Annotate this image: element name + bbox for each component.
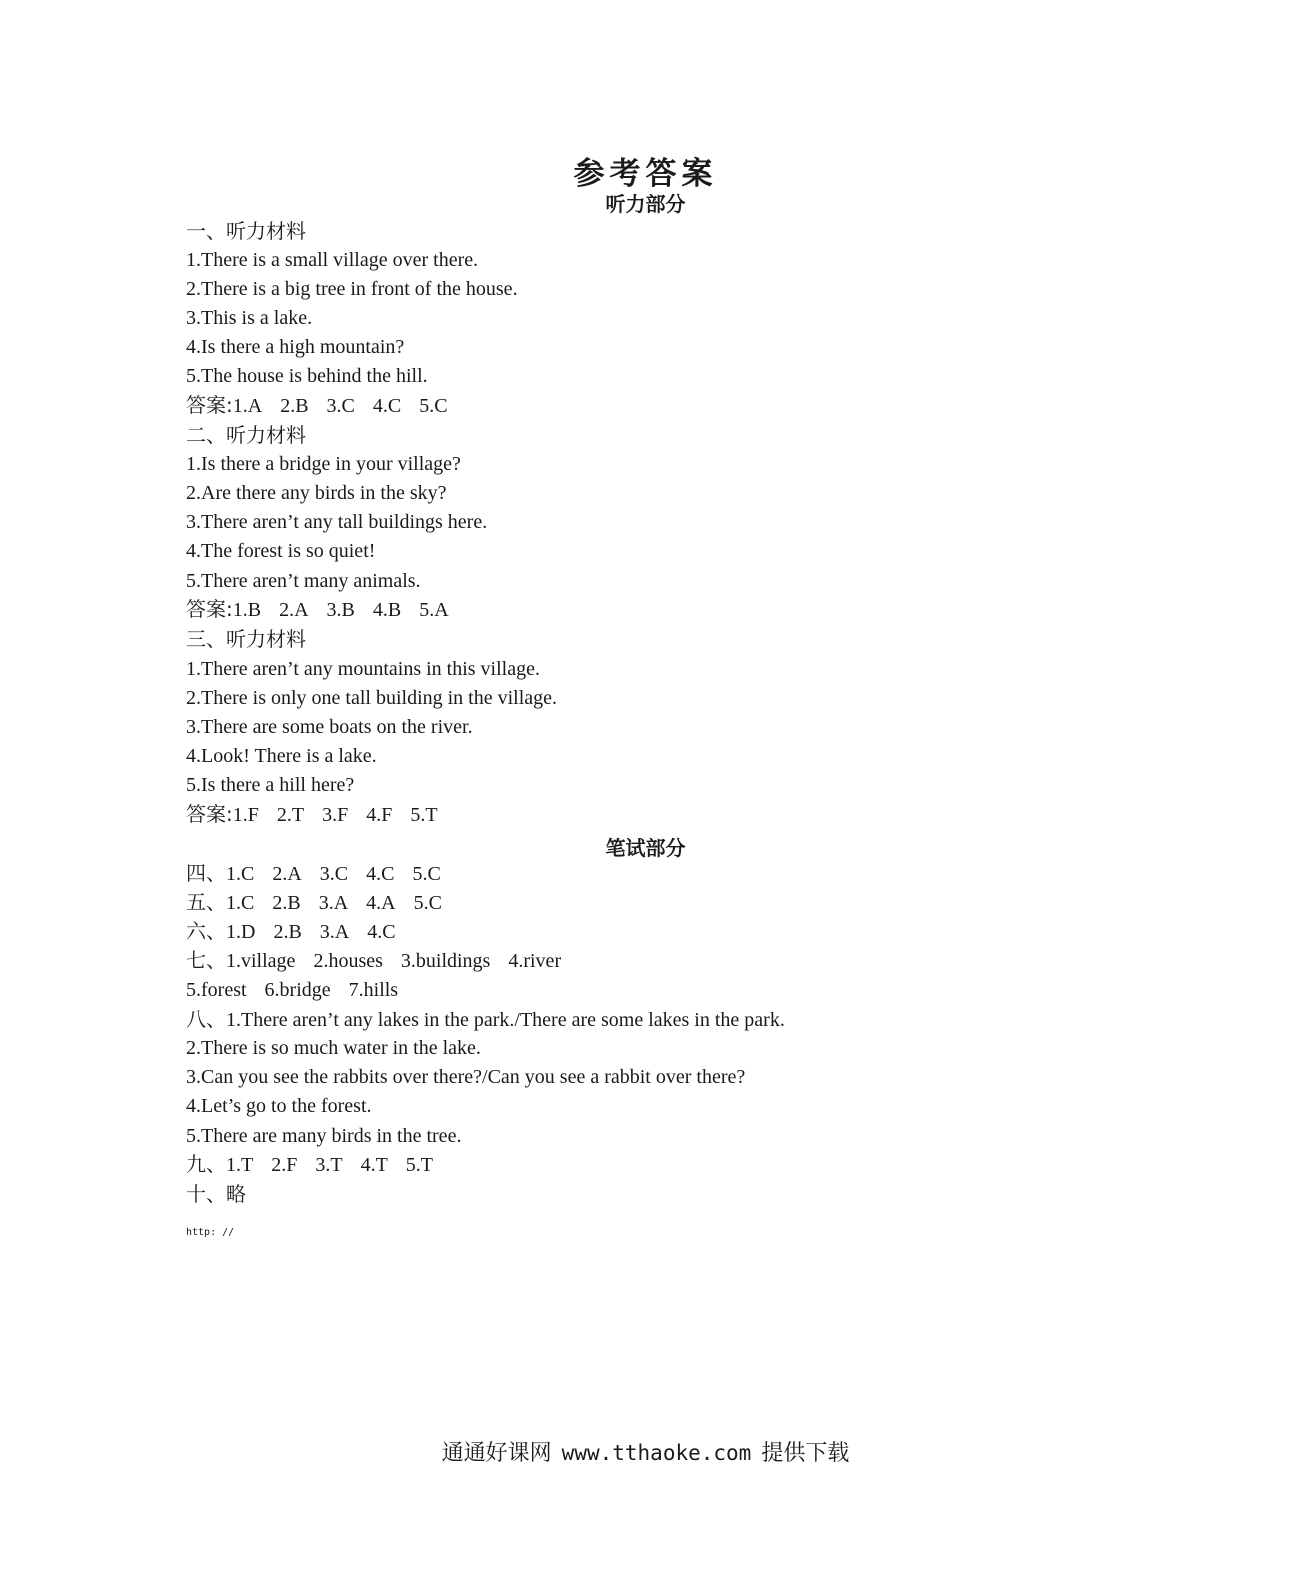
section10 — [186, 1182, 246, 1206]
section1-heading: 一、听力材料 — [186, 219, 306, 243]
answer-item: 3.A — [319, 921, 350, 943]
answer-item: 2.B — [280, 395, 309, 417]
section2-line: 5.There aren’t many animals. — [186, 570, 421, 592]
section2-line: 4.The forest is so quiet! — [186, 540, 376, 562]
answer-item: 7.hills — [348, 979, 399, 1001]
section10-text: 略 — [226, 1182, 246, 1206]
answer-item: 3.T — [315, 1154, 343, 1176]
answer-item: 3.buildings — [400, 950, 491, 972]
section5-answers — [186, 890, 460, 915]
answer-label: 答案: — [186, 597, 233, 621]
answer-item: 5.C — [413, 892, 442, 914]
answer-item: 1.village — [226, 950, 296, 972]
answer-item: 4.river — [508, 950, 562, 972]
answer-item: 4.F — [366, 804, 393, 826]
answer-item: 4.A — [366, 892, 396, 914]
answer-item: 1.C — [226, 863, 255, 885]
answer-item: 5.C — [419, 395, 448, 417]
section1-line: 4.Is there a high mountain? — [186, 336, 405, 358]
section8-line: 2.There is so much water in the lake. — [186, 1037, 481, 1059]
page-title: 参考答案 — [573, 156, 718, 192]
answer-item: 2.B — [272, 892, 301, 914]
answer-item: 4.C — [367, 921, 396, 943]
answer-item: 2.A — [272, 863, 302, 885]
answer-item: 3.B — [326, 599, 355, 621]
listening-heading: 听力部分 — [605, 192, 686, 216]
writing-heading: 笔试部分 — [605, 836, 686, 860]
footer-suffix: 提供下载 — [761, 1441, 850, 1466]
section-label: 十、 — [186, 1182, 226, 1206]
answer-item: 1.B — [232, 599, 262, 621]
footer-url[interactable]: www.tthaoke.com — [561, 1441, 752, 1465]
answer-item: 1.C — [226, 892, 255, 914]
section6-answers — [186, 919, 414, 944]
answer-item: 5.T — [405, 1154, 433, 1176]
answer-item: 4.C — [366, 863, 395, 885]
answer-item: 5.forest — [186, 979, 247, 1001]
answer-item: 3.C — [319, 863, 349, 885]
section1-line: 5.The house is behind the hill. — [186, 365, 428, 387]
answer-item: 1.F — [232, 804, 259, 826]
section-label: 八、 — [186, 1007, 226, 1031]
answer-item: 5.T — [410, 804, 438, 826]
section-label: 九、 — [186, 1152, 226, 1176]
section3-heading: 三、听力材料 — [186, 627, 306, 651]
answer-item: 4.T — [360, 1154, 388, 1176]
section8-line: 4.Let’s go to the forest. — [186, 1095, 372, 1117]
url-text: http: // — [186, 1227, 235, 1238]
section-label: 七、 — [186, 948, 226, 972]
answer-item: 1.D — [226, 921, 256, 943]
answer-item: 6.bridge — [264, 979, 331, 1001]
answer-item: 4.B — [372, 599, 402, 621]
footer — [0, 1436, 1291, 1467]
section-label: 六、 — [186, 919, 226, 943]
section3-answers — [186, 802, 456, 827]
answer-item: 5.C — [412, 863, 441, 885]
answer-item: 5.A — [419, 599, 449, 621]
section8-line: 3.Can you see the rabbits over there?/Can you see a rabbit over there? — [186, 1066, 746, 1088]
section1-line: 3.This is a lake. — [186, 307, 313, 329]
section8-line: 1.There aren’t any lakes in the park./There are some lakes in the park. — [226, 1009, 785, 1031]
section9-answers — [186, 1152, 451, 1177]
section3-line: 1.There aren’t any mountains in this village. — [186, 658, 540, 680]
answer-item: 2.F — [271, 1154, 298, 1176]
answer-label: 答案: — [186, 393, 233, 417]
section7-row2 — [186, 978, 416, 1002]
answer-item: 2.T — [276, 804, 305, 826]
section2-heading: 二、听力材料 — [186, 423, 306, 447]
answer-item: 2.B — [273, 921, 302, 943]
section3-line: 5.Is there a hill here? — [186, 774, 355, 796]
section1-line: 2.There is a big tree in front of the house. — [186, 278, 518, 300]
section2-line: 3.There aren’t any tall buildings here. — [186, 511, 488, 533]
footer-site-name: 通通好课网 — [441, 1441, 552, 1466]
section-label: 四、 — [186, 861, 226, 885]
section7-row1 — [186, 948, 579, 973]
section-label: 五、 — [186, 890, 226, 914]
answer-item: 2.A — [279, 599, 309, 621]
section3-line: 3.There are some boats on the river. — [186, 716, 473, 738]
section1-line: 1.There is a small village over there. — [186, 249, 479, 271]
section3-line: 4.Look! There is a lake. — [186, 745, 377, 767]
answer-item: 1.A — [232, 395, 263, 417]
section2-line: 2.Are there any birds in the sky? — [186, 482, 447, 504]
section1-answers — [186, 393, 466, 418]
section2-line: 1.Is there a bridge in your village? — [186, 453, 461, 475]
section2-answers — [186, 597, 467, 622]
answer-item: 2.houses — [313, 950, 383, 972]
answer-item: 3.F — [322, 804, 349, 826]
section3-line: 2.There is only one tall building in the village. — [186, 687, 558, 709]
section4-answers — [186, 861, 459, 886]
answer-item: 4.C — [372, 395, 402, 417]
section8-line1 — [186, 1007, 785, 1032]
answer-item: 3.C — [326, 395, 355, 417]
answer-label: 答案: — [186, 802, 233, 826]
answer-item: 3.A — [318, 892, 349, 914]
answer-item: 1.T — [226, 1154, 254, 1176]
section8-line: 5.There are many birds in the tree. — [186, 1125, 462, 1147]
